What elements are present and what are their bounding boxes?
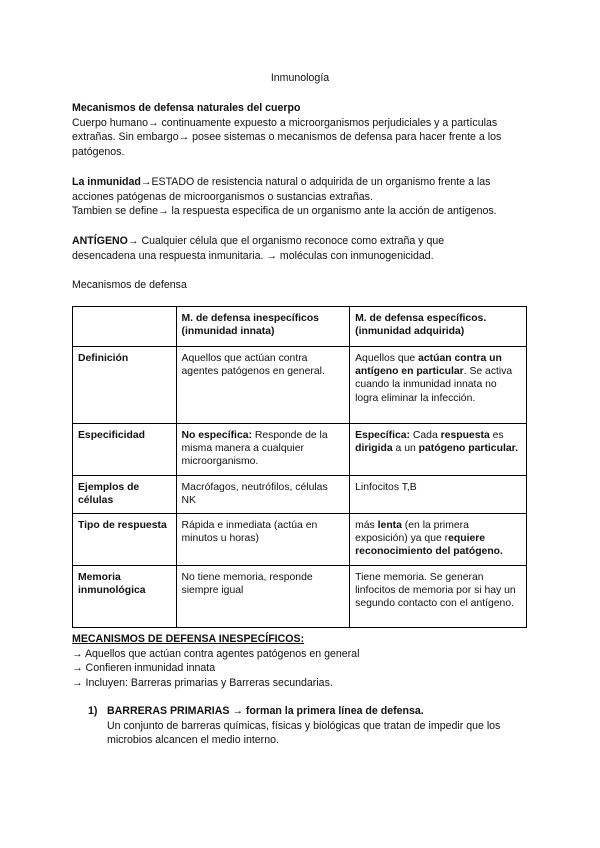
row-label: Ejemplos de células bbox=[73, 475, 177, 513]
paragraph-line: acciones patógenas de microorganismos o sustancias extrañas. bbox=[72, 190, 373, 203]
paragraph-line: microbios alcancen el medio interno. bbox=[107, 734, 279, 747]
row-label: Definición bbox=[73, 347, 177, 424]
paragraph-line: Un conjunto de barreras químicas, físicas y biológicas que tratan de impedir que los bbox=[107, 719, 501, 732]
section-immunity bbox=[72, 175, 534, 219]
table-cell: No específica: Responde de la misma manera a cualquier microorganismo. bbox=[176, 424, 350, 476]
table-cell: Aquellos que actúan contra un antígeno en particular. Se activa cuando la inmunidad innata no logra eliminar la infección. bbox=[350, 347, 527, 424]
table-row bbox=[73, 565, 527, 627]
row-label: Memoria inmunológica bbox=[73, 565, 177, 627]
table-header-row bbox=[73, 307, 527, 347]
row-label: Especificidad bbox=[73, 424, 177, 476]
section-heading: MECANISMOS DE DEFENSA INESPECÍFICOS: bbox=[72, 633, 305, 645]
table-caption: Mecanismos de defensa bbox=[72, 279, 187, 291]
header-cell-specific: M. de defensa específicos. (inmunidad adquirida) bbox=[350, 307, 527, 347]
table-cell: Rápida e inmediata (actúa en minutos u horas) bbox=[176, 514, 350, 566]
row-label: Tipo de respuesta bbox=[73, 514, 177, 566]
table-cell: Tiene memoria. Se generan linfocitos de memoria por si hay un segundo contacto con el antígeno. bbox=[350, 565, 527, 627]
list-item: → Incluyen: Barreras primarias y Barreras secundarias. bbox=[72, 676, 333, 689]
table-cell: Linfocitos T,B bbox=[350, 475, 527, 513]
page-title: Inmunología bbox=[270, 72, 330, 84]
defense-mechanisms-table bbox=[72, 306, 527, 628]
paragraph-line: Tambien se define→ la respuesta especifica de un organismo ante la acción de antígenos. bbox=[72, 205, 497, 218]
table-cell: Específica: Cada respuesta es dirigida a un patógeno particular. bbox=[350, 424, 527, 476]
table-row bbox=[73, 514, 527, 566]
paragraph-line: La inmunidad→ESTADO de resistencia natural o adquirida de un organismo frente a las bbox=[72, 176, 491, 188]
section-primary-barriers bbox=[107, 704, 537, 748]
section-antigen bbox=[72, 234, 534, 263]
list-item: → Aquellos que actúan contra agentes patógenos en general bbox=[72, 647, 360, 660]
section-nonspecific bbox=[72, 632, 534, 690]
table-row bbox=[73, 424, 527, 476]
paragraph-line: extrañas. Sin embargo→ posee sistemas o mecanismos de defensa para hacer frente a los bbox=[72, 131, 502, 144]
header-cell-nonspecific: M. de defensa inespecíficos (inmunidad innata) bbox=[176, 307, 350, 347]
list-item: → Confieren inmunidad innata bbox=[72, 662, 216, 675]
paragraph-line: desencadena una respuesta inmunitaria. → moléculas con inmunogenicidad. bbox=[72, 249, 434, 262]
table-cell: No tiene memoria, responde siempre igual bbox=[176, 565, 350, 627]
paragraph-line: patógenos. bbox=[72, 145, 125, 158]
table-row bbox=[73, 347, 527, 424]
paragraph-line: Cuerpo humano→ continuamente expuesto a microorganismos perjudiciales y a partículas bbox=[72, 116, 498, 129]
section-heading: BARRERAS PRIMARIAS → forman la primera línea de defensa. bbox=[107, 705, 424, 717]
table-cell: Aquellos que actúan contra agentes patógenos en general. bbox=[176, 347, 350, 424]
term-immunity: La inmunidad bbox=[72, 176, 141, 188]
table-cell: Macrófagos, neutrófilos, células NK bbox=[176, 475, 350, 513]
term-antigen: ANTÍGENO bbox=[72, 235, 128, 247]
header-cell-empty bbox=[73, 307, 177, 347]
table-row bbox=[73, 475, 527, 513]
table-cell: más lenta (en la primera exposición) ya que requiere reconocimiento del patógeno. bbox=[350, 514, 527, 566]
list-number: 1) bbox=[88, 705, 98, 717]
section-heading: Mecanismos de defensa naturales del cuerpo bbox=[72, 102, 301, 114]
section-natural-defense bbox=[72, 101, 534, 159]
paragraph-line: ANTÍGENO→ Cualquier célula que el organismo reconoce como extraña y que bbox=[72, 235, 445, 247]
